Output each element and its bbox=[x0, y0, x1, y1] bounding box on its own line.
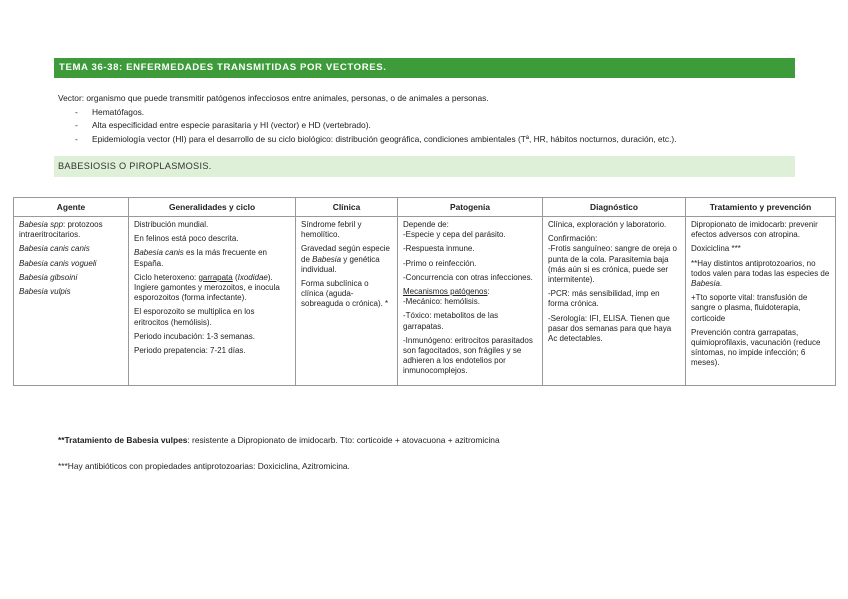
vector-definition-block bbox=[58, 92, 798, 146]
list-item: - Epidemiología vector (HI) para el desarrollo de su ciclo biológico: distribución geográfica, condiciones ambientales (Tª, HR, hábitos nocturnos, duración, etc.). bbox=[58, 133, 798, 147]
paragraph: En felinos está poco descrita. bbox=[134, 234, 239, 244]
paragraph: Clínica, exploración y laboratorio. bbox=[548, 220, 667, 229]
species-item: Babesia canis vogueli bbox=[19, 258, 97, 268]
paragraph: Depende de: -Especie y cepa del parásito. bbox=[403, 220, 506, 240]
paragraph: -Inmunógeno: eritrocitos parasitados son fagocitados, son frágiles y se adhieren a los endotelios por inmunocomplejos. bbox=[403, 335, 533, 376]
column-header: Agente bbox=[14, 198, 129, 217]
generalidades-cell bbox=[129, 217, 296, 386]
topic-title-banner bbox=[54, 58, 795, 78]
species-item: Babesia vulpis bbox=[19, 287, 71, 297]
column-header: Clínica bbox=[296, 198, 398, 217]
paragraph: Confirmación: -Frotis sanguíneo: sangre de oreja o punta de la cola. Parasitemia baja (más aún si es crónica, puede ser intermitente). bbox=[548, 234, 677, 285]
species-item: Babesia gibsoini bbox=[19, 272, 78, 282]
list-item: - Hematófagos. bbox=[58, 106, 798, 120]
paragraph: Babesia canis es la más frecuente en España. bbox=[134, 248, 267, 268]
paragraph: +Tto soporte vital: transfusión de sangre o plasma, fluidoterapia, corticoide bbox=[691, 293, 808, 323]
section-title: BABESIOSIS O PIROPLASMOSIS. bbox=[58, 161, 212, 171]
paragraph: -Tóxico: metabolitos de las garrapatas. bbox=[403, 311, 499, 331]
list-item: - Alta especificidad entre especie parasitaria y HI (vector) e HD (vertebrado). bbox=[58, 119, 798, 133]
column-header: Tratamiento y prevención bbox=[686, 198, 836, 217]
paragraph: Ciclo heteroxeno: garrapata (Ixodidae). Ingiere gamontes y merozoitos, e inocula esporozoitos (forma infectante). bbox=[134, 272, 280, 303]
paragraph: Periodo incubación: 1-3 semanas. bbox=[134, 331, 255, 341]
paragraph: Mecanismos patógenos: -Mecánico: hemólisis. bbox=[403, 287, 490, 307]
paragraph: -Concurrencia con otras infecciones. bbox=[403, 272, 533, 282]
clinica-cell bbox=[296, 217, 398, 386]
column-header: Diagnóstico bbox=[543, 198, 686, 217]
paragraph: Periodo prepatencia: 7-21 días. bbox=[134, 346, 246, 356]
paragraph: Prevención contra garrapatas, quimioprofilaxis, vacunación (reduce síntomas, no impide infección; 6 meses). bbox=[691, 327, 821, 368]
paragraph: Distribución mundial. bbox=[134, 220, 209, 229]
paragraph: Gravedad según especie de Babesia y genética individual. bbox=[301, 244, 390, 274]
paragraph: Dipropionato de imidocarb: prevenir efectos adversos con atropina. bbox=[691, 220, 818, 240]
table-row bbox=[14, 217, 836, 386]
section-title-banner bbox=[54, 156, 795, 177]
column-header: Generalidades y ciclo bbox=[129, 198, 296, 217]
paragraph: -PCR: más sensibilidad, imp en forma crónica. bbox=[548, 289, 660, 309]
vector-definition: Vector: organismo que puede transmitir patógenos infecciosos entre animales, personas, o de animales a personas. bbox=[58, 93, 489, 103]
column-header: Patogenia bbox=[398, 198, 543, 217]
tratamiento-cell bbox=[686, 217, 836, 386]
paragraph: Forma subclínica o clínica (aguda-sobreaguda o crónica). * bbox=[301, 279, 389, 309]
species-item: Babesia canis canis bbox=[19, 244, 90, 254]
agente-description: Babesia spp: protozoos intraeritrocitarios. bbox=[19, 220, 103, 240]
paragraph: Síndrome febril y hemolítico. bbox=[301, 220, 362, 240]
patogenia-cell bbox=[398, 217, 543, 386]
paragraph: Doxiciclina *** bbox=[691, 244, 741, 254]
agente-cell bbox=[14, 217, 129, 386]
babesiosis-table bbox=[13, 197, 836, 386]
diagnostico-cell bbox=[543, 217, 686, 386]
paragraph: **Hay distintos antiprotozoarios, no todos valen para todas las especies de Babesia. bbox=[691, 258, 830, 289]
paragraph: -Respuesta inmune. bbox=[403, 244, 475, 254]
topic-title: TEMA 36-38: ENFERMEDADES TRANSMITIDAS POR VECTORES. bbox=[59, 62, 387, 73]
footnote-antibiotics: ***Hay antibióticos con propiedades antiprotozoarias: Doxiciclina, Azitromicina. bbox=[58, 461, 350, 471]
paragraph: -Primo o reinfección. bbox=[403, 258, 477, 268]
table-header-row bbox=[14, 198, 836, 217]
paragraph: -Serología: IFI, ELISA. Tienen que pasar dos semanas para que haya Ac detectables. bbox=[548, 313, 672, 344]
vector-characteristics-list bbox=[58, 106, 798, 147]
paragraph: El esporozoito se multiplica en los eritrocitos (hemólisis). bbox=[134, 307, 255, 327]
footnote-babesia-vulpes: **Tratamiento de Babesia vulpes: resistente a Dipropionato de imidocarb. Tto: corticoide + atovacuona + azitromicina bbox=[58, 435, 500, 445]
